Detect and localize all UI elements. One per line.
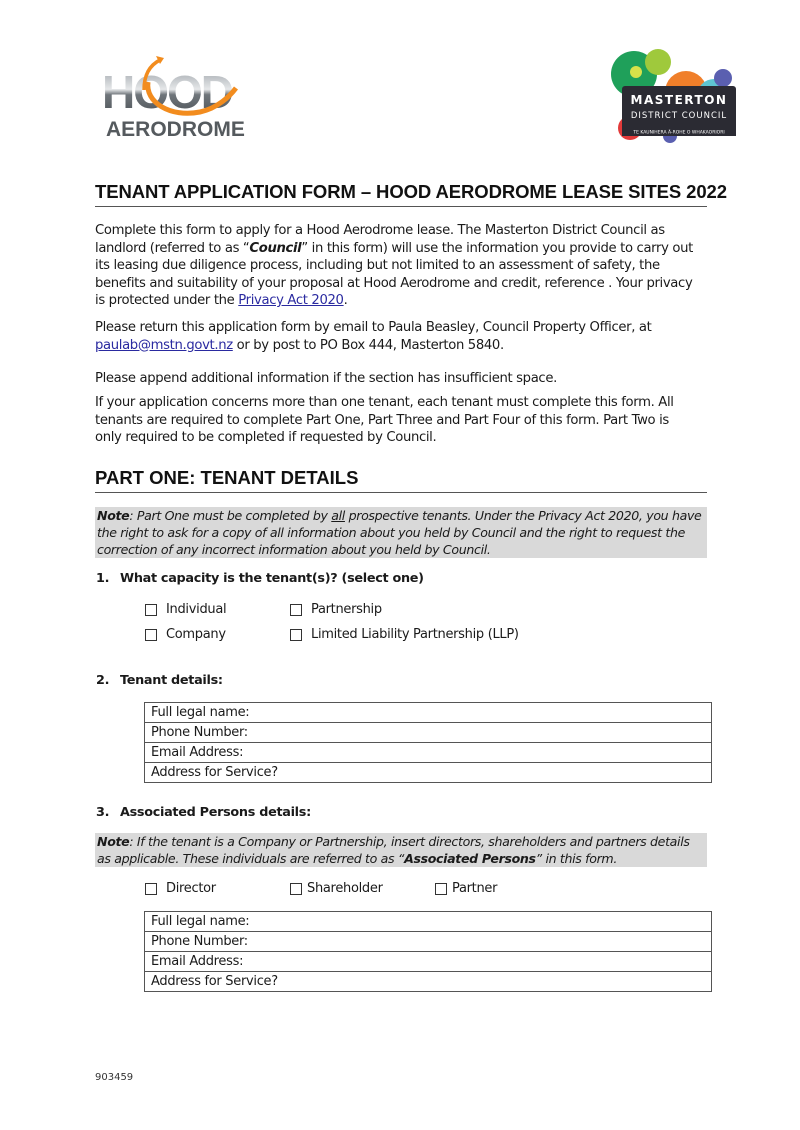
question-2 [96, 673, 223, 688]
option-shareholder[interactable] [290, 881, 383, 896]
checkbox-llp[interactable] [290, 629, 302, 641]
checkbox-partner[interactable] [435, 883, 447, 895]
table-row [145, 723, 712, 743]
table-row [145, 743, 712, 763]
option-label: Partnership [311, 602, 382, 617]
question-number: 2. [96, 673, 110, 688]
svg-text:MASTERTON: MASTERTON [630, 93, 728, 107]
option-label: Individual [166, 602, 227, 617]
question-label: Associated Persons details: [120, 805, 311, 820]
option-partner[interactable] [435, 881, 497, 896]
question-label: What capacity is the tenant(s)? (select one) [120, 571, 424, 586]
masterton-district-council-logo [610, 48, 742, 144]
note-text: ” in this form. [535, 851, 617, 866]
ap-full-legal-name-field[interactable]: Full legal name: [145, 912, 712, 932]
question-number: 3. [96, 805, 110, 820]
option-company[interactable] [145, 627, 226, 642]
council-term: Council [249, 240, 302, 256]
hood-aerodrome-logo [100, 52, 265, 142]
multiple-tenants-text: If your application concerns more than one tenant, each tenant must complete this form. All tenants are required to complete Part One, Part Three and Part Four of this form. Part Two is only required to be completed if requested by Council. [95, 395, 674, 445]
table-row [145, 952, 712, 972]
ap-address-for-service-field[interactable]: Address for Service? [145, 972, 712, 992]
checkbox-individual[interactable] [145, 604, 157, 616]
table-row [145, 932, 712, 952]
ap-phone-number-field[interactable]: Phone Number: [145, 932, 712, 952]
return-text: or by post to PO Box 444, Masterton 5840. [232, 337, 504, 353]
checkbox-director[interactable] [145, 883, 157, 895]
option-label: Director [166, 881, 216, 896]
question-number: 1. [96, 571, 110, 586]
option-partnership[interactable] [290, 602, 382, 617]
svg-text:AERODROME: AERODROME [106, 118, 245, 141]
question-1 [96, 571, 424, 586]
option-label: Limited Liability Partnership (LLP) [311, 627, 519, 642]
form-title: TENANT APPLICATION FORM – HOOD AERODROME LEASE SITES 2022 [95, 181, 707, 207]
note-text: : Part One must be completed by [129, 508, 332, 523]
intro-text: Complete this form to apply for a Hood Aerodrome lease. The Masterton District Council as landlord (referred to as “ [95, 223, 665, 256]
full-legal-name-field[interactable]: Full legal name: [145, 703, 712, 723]
part-one-note [95, 507, 707, 558]
email-address-field[interactable]: Email Address: [145, 743, 712, 763]
ap-email-address-field[interactable]: Email Address: [145, 952, 712, 972]
table-row [145, 912, 712, 932]
phone-number-field[interactable]: Phone Number: [145, 723, 712, 743]
associated-persons-table [144, 911, 712, 992]
intro-text: ” in this form) will use the information you provide to carry out its leasing due diligence process, including but not limited to an assessment of safety, the benefits and suitability of your proposal at Hood Aerodrome and credit, reference . Your privacy is protected under the [95, 240, 693, 308]
checkbox-partnership[interactable] [290, 604, 302, 616]
table-row [145, 972, 712, 992]
return-text: Please return this application form by email to Paula Beasley, Council Property Officer, at [95, 320, 652, 335]
table-row [145, 703, 712, 723]
intro-text: . [343, 293, 348, 308]
question-label: Tenant details: [120, 673, 223, 688]
email-link[interactable]: paulab@mstn.govt.nz [95, 337, 233, 353]
note-text: prospective tenants. Under the Privacy Act 2020, you have the right to ask for a copy of all information about you held by Council and the right to request the correction of any incorrect information about you held by Council. [97, 508, 702, 557]
checkbox-shareholder[interactable] [290, 883, 302, 895]
option-label: Shareholder [307, 881, 383, 896]
checkbox-company[interactable] [145, 629, 157, 641]
note-text: : If the tenant is a Company or Partnership, insert directors, shareholders and partners details as applicable. These individuals are referred to as “ [97, 834, 690, 866]
document-number: 903459 [95, 1072, 134, 1083]
option-director[interactable] [145, 881, 216, 896]
return-instructions [95, 319, 695, 354]
option-individual[interactable] [145, 602, 226, 617]
address-for-service-field[interactable]: Address for Service? [145, 763, 712, 783]
associated-persons-note [95, 833, 707, 867]
option-llp[interactable] [290, 627, 519, 642]
append-info-text: Please append additional information if the section has insufficient space. [95, 371, 557, 386]
svg-text:TE KAUNIHERA Ā-ROHE O WHAKAORI: TE KAUNIHERA Ā-ROHE O WHAKAORIORI [633, 130, 725, 136]
note-label: Note [97, 834, 130, 849]
svg-text:DISTRICT COUNCIL: DISTRICT COUNCIL [630, 111, 728, 121]
option-label: Partner [452, 881, 498, 896]
tenant-details-table [144, 702, 712, 783]
note-label: Note [97, 508, 130, 523]
privacy-act-link[interactable]: Privacy Act 2020 [238, 293, 344, 308]
intro-paragraph [95, 222, 695, 310]
question-3 [96, 805, 311, 820]
note-emphasis: all [331, 508, 345, 523]
associated-persons-term: Associated Persons [404, 851, 536, 866]
part-one-heading: PART ONE: TENANT DETAILS [95, 467, 707, 493]
option-label: Company [166, 627, 226, 642]
table-row [145, 763, 712, 783]
svg-text:HOOD: HOOD [102, 66, 232, 118]
